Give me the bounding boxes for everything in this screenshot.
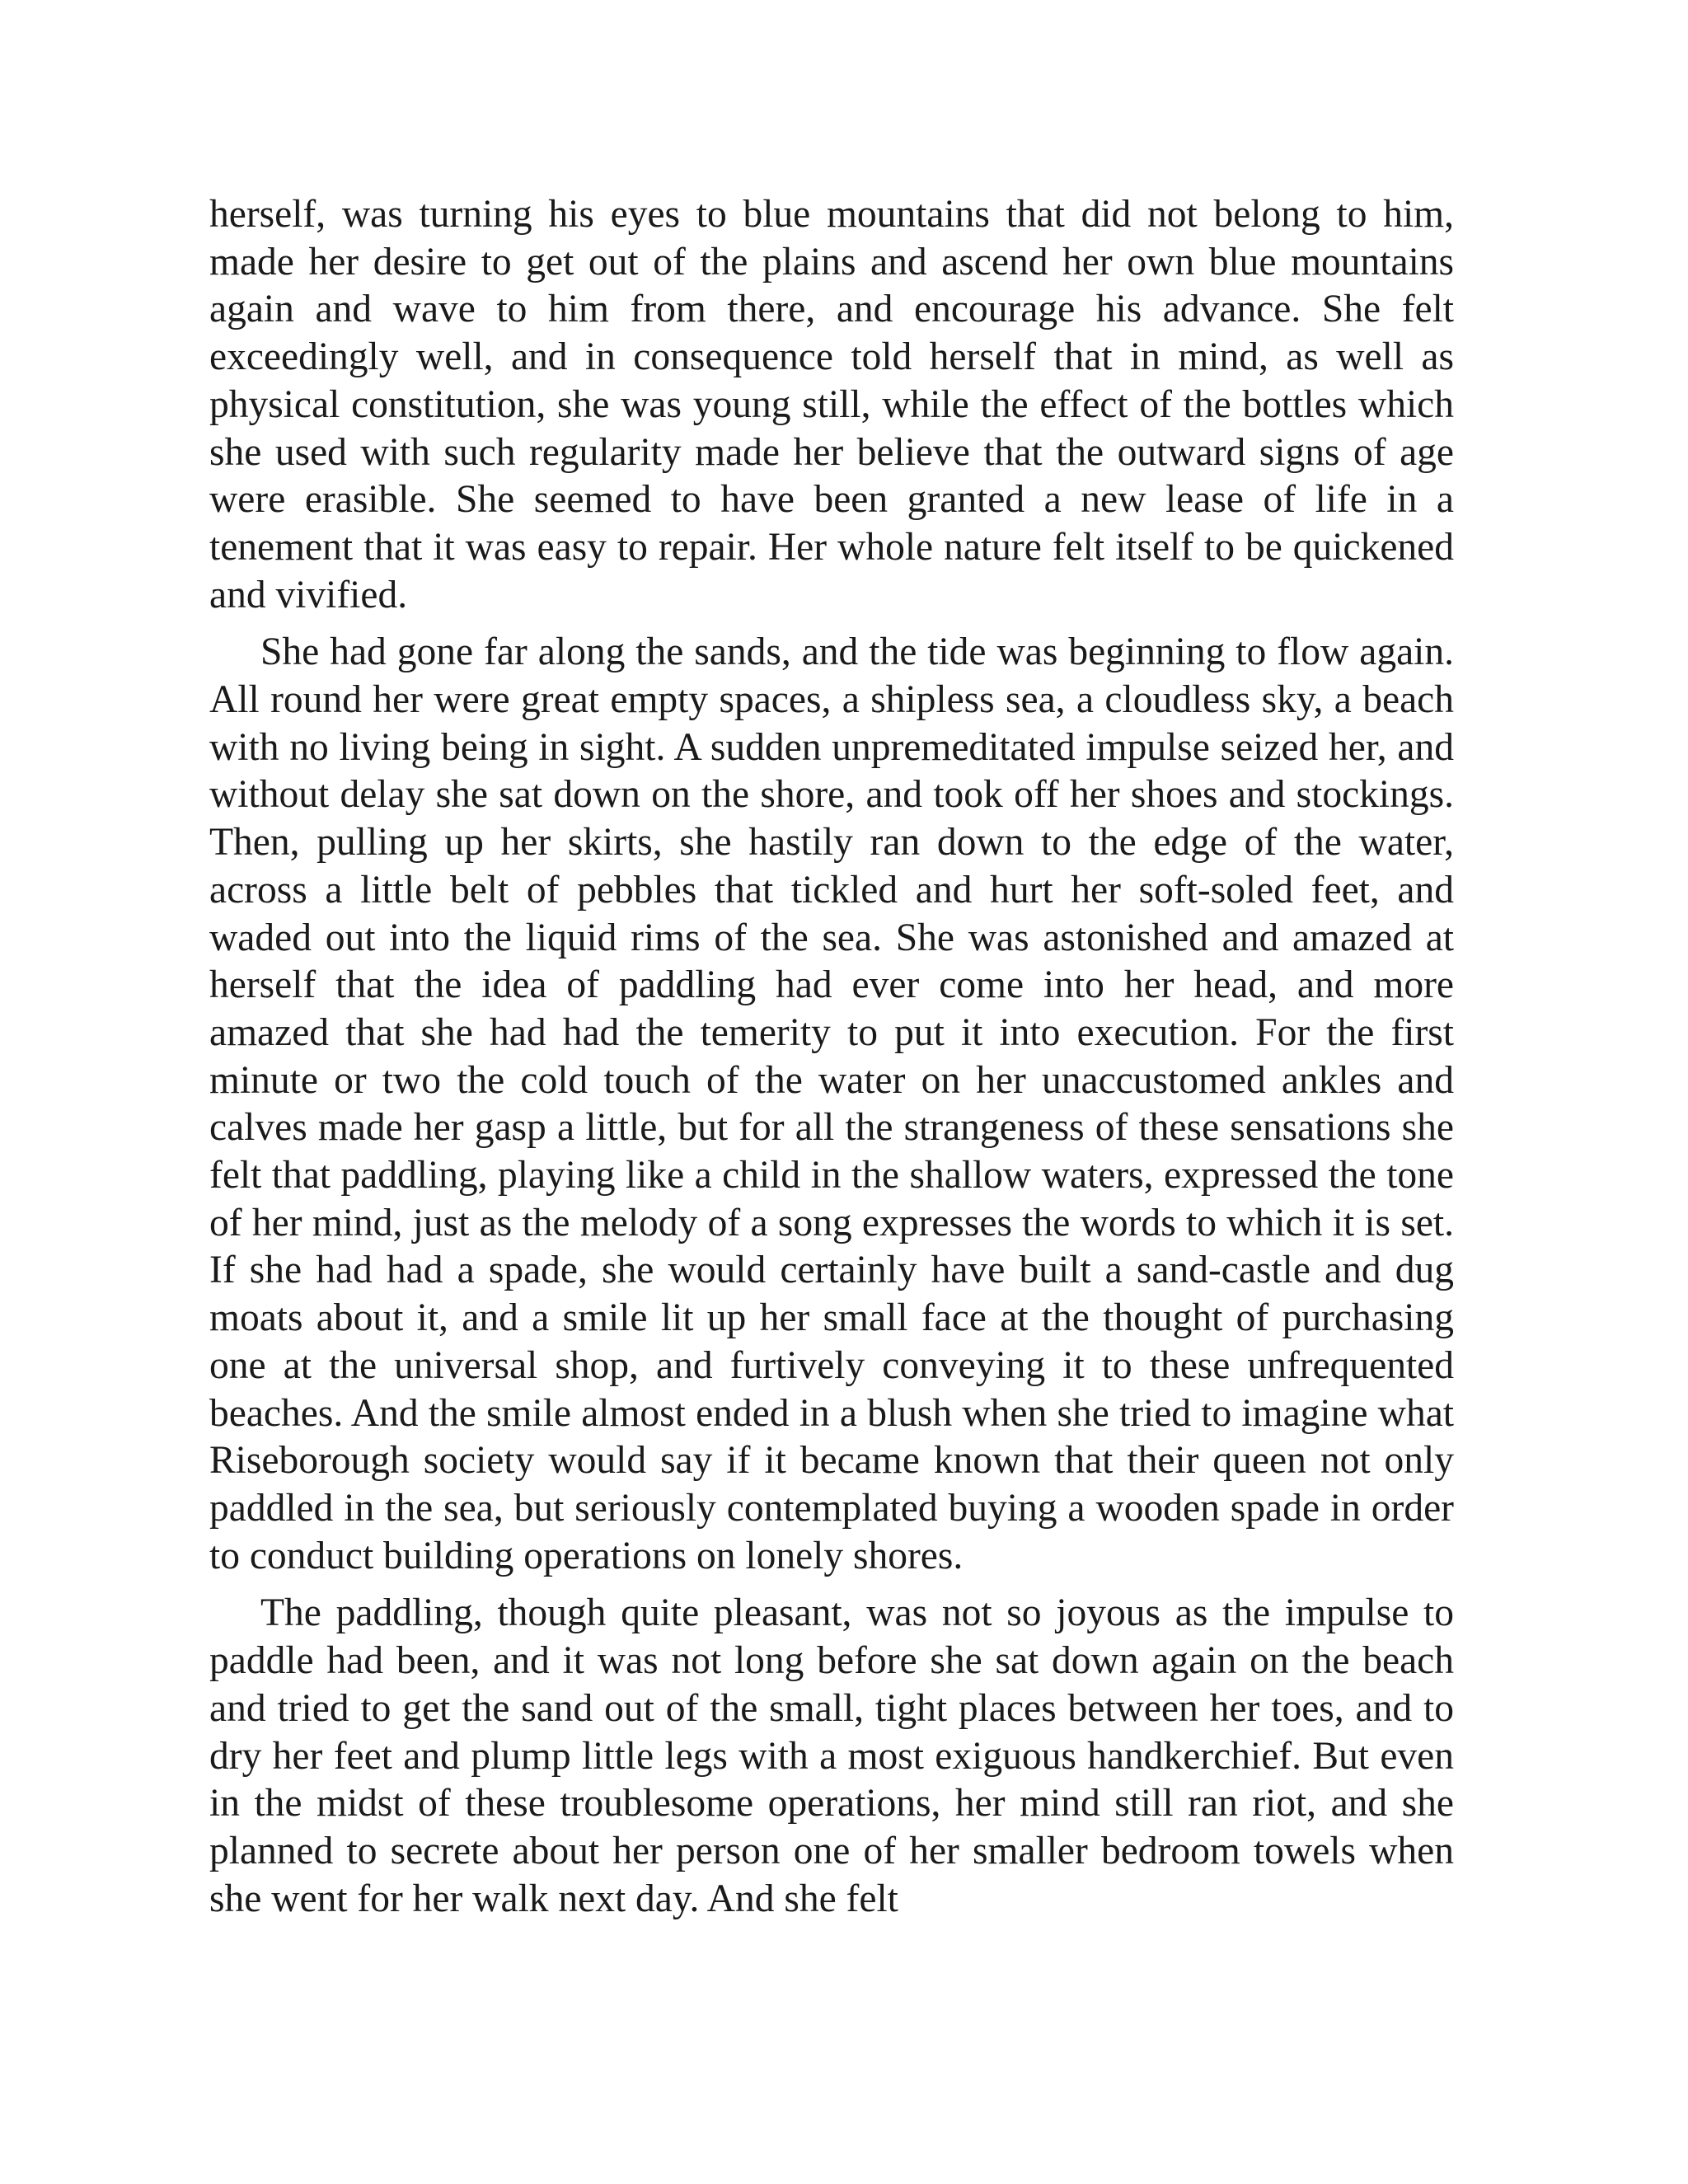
paragraph-1: herself, was turning his eyes to blue mountains that did not belong to him, made her desire to get out of the plains and ascend her own blue mountains again and wave to him from there, and encourage his advance. She felt exceedingly well, and in consequence told herself that in mind, as well as physical constitution, she was young still, while the effect of the bottles which she used with such regularity made her believe that the outward signs of age were erasible. She seemed to have been granted a new lease of life in a tenement that it was easy to repair. Her whole nature felt itself to be quickened and vivified. bbox=[209, 193, 1454, 616]
book-page bbox=[209, 191, 1454, 1923]
paragraph-2: She had gone far along the sands, and the tide was beginning to flow again. All round her were great empty spaces, a shipless sea, a cloudless sky, a beach with no living being in sight. A sudden unpremeditated impulse seized her, and without delay she sat down on the shore, and took off her shoes and stockings. Then, pulling up her skirts, she hastily ran down to the edge of the water, across a little belt of pebbles that tickled and hurt her soft-soled feet, and waded out into the liquid rims of the sea. She was astonished and amazed at herself that the idea of paddling had ever come into her head, and more amazed that she had had the temerity to put it into execution. For the first minute or two the cold touch of the water on her unaccustomed ankles and calves made her gasp a little, but for all the strangeness of these sensations she felt that paddling, playing like a child in the shallow waters, expressed the tone of her mind, just as the melody of a song expresses the words to which it is set. If she had had a spade, she would certainly have built a sand-castle and dug moats about it, and a smile lit up her small face at the thought of purchasing one at the universal shop, and furtively conveying it to these unfrequented beaches. And the smile almost ended in a blush when she tried to imagine what Riseborough society would say if it became known that their queen not only paddled in the sea, but seriously contemplated buying a wooden spade in order to conduct building operations on lonely shores. bbox=[209, 630, 1454, 1577]
paragraph-3: The paddling, though quite pleasant, was not so joyous as the impulse to paddle had been, and it was not long before she sat down again on the beach and tried to get the sand out of the small, tight places between her toes, and to dry her feet and plump little legs with a most exiguous handkerchief. But even in the midst of these troublesome operations, her mind still ran riot, and she planned to secrete about her person one of her smaller bedroom towels when she went for her walk next day. And she felt bbox=[209, 1591, 1454, 1920]
